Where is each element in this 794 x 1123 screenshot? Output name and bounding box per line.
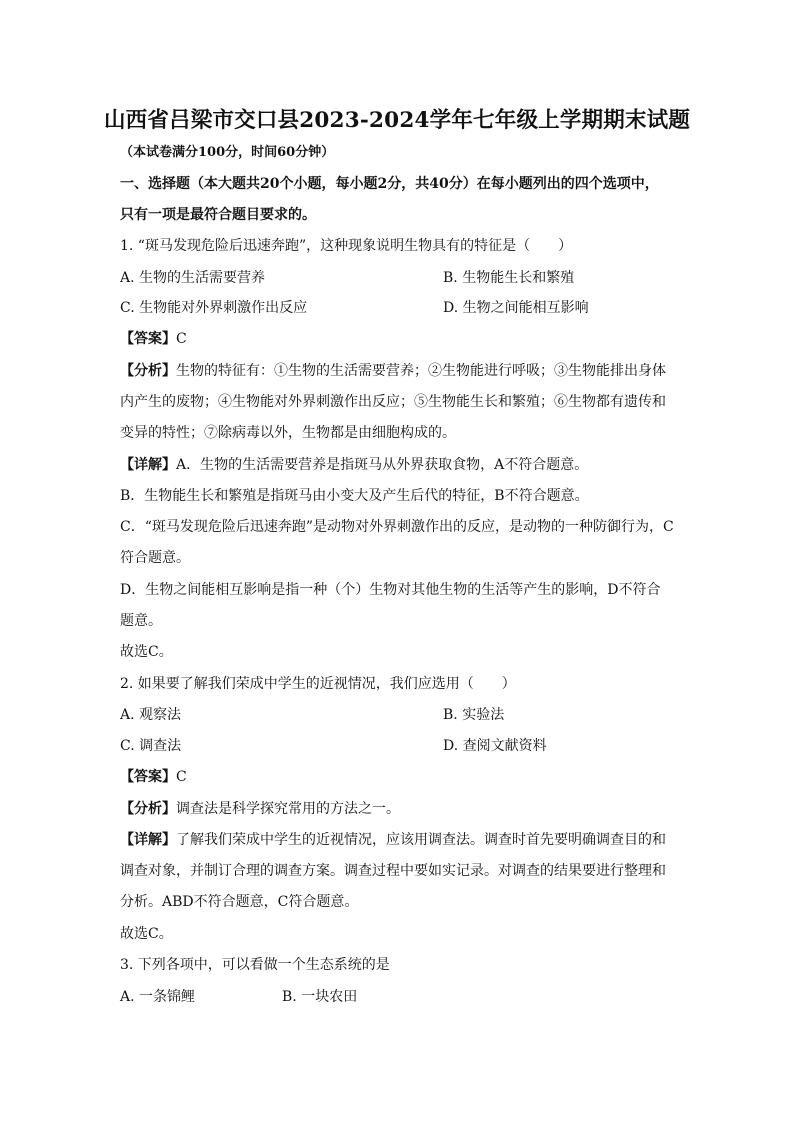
analysis-text: 调查法是科学探究常用的方法之一。 (176, 801, 400, 817)
question-1-detail-line5: D．生物之间能相互影响是指一种（个）生物对其他生物的生活等产生的影响，D不符合 (120, 582, 661, 598)
question-2-conclusion: 故选C。 (120, 926, 173, 942)
question-1-analysis-line2: 内产生的废物；④生物能对外界刺激作出反应；⑤生物能生长和繁殖；⑥生物都有遗传和 (120, 394, 666, 410)
question-1-detail-line1 (120, 455, 588, 475)
analysis-tag: 【分析】 (120, 363, 176, 379)
question-1-option-c: C. 生物能对外界刺激作出反应 (120, 300, 308, 316)
question-3-option-b: B. 一块农田 (282, 989, 358, 1005)
answer-tag: 【答案】 (120, 769, 176, 785)
answer-value: C (176, 331, 187, 347)
question-2-option-c: C. 调查法 (120, 738, 182, 754)
detail-text: A．生物的生活需要营养是指斑马从外界获取食物，A不符合题意。 (176, 457, 589, 473)
detail-tag: 【详解】 (120, 457, 176, 473)
section-heading-line2: 只有一项是最符合题目要求的。 (120, 207, 316, 223)
question-1-option-a: A. 生物的生活需要营养 (120, 270, 266, 286)
question-1-answer (120, 329, 187, 349)
question-3-option-a: A. 一条锦鲤 (120, 989, 196, 1005)
detail-tag: 【详解】 (120, 832, 176, 848)
question-1-analysis-line1 (120, 361, 666, 381)
question-1-detail-line6: 题意。 (120, 613, 162, 629)
question-1-detail-line2: B．生物能生长和繁殖是指斑马由小变大及产生后代的特征，B不符合题意。 (120, 488, 589, 504)
exam-info: （本试卷满分100分，时间60分钟） (120, 145, 335, 160)
question-2-option-b: B. 实验法 (443, 707, 505, 723)
question-2-detail-line3: 分析。ABD不符合题意，C符合题意。 (120, 894, 359, 910)
question-1-detail-line4: 符合题意。 (120, 550, 190, 566)
question-1-option-b: B. 生物能生长和繁殖 (443, 270, 575, 286)
question-2-detail-line2: 调查对象，并制订合理的调查方案。调查过程中要如实记录。对调查的结果要进行整理和 (120, 863, 666, 879)
question-2-detail-line1 (120, 830, 666, 850)
analysis-text: 生物的特征有：①生物的生活需要营养；②生物能进行呼吸；③生物能排出身体 (176, 363, 666, 379)
question-1-conclusion: 故选C。 (120, 644, 173, 660)
question-3-stem: 3. 下列各项中，可以看做一个生态系统的是 (120, 957, 390, 973)
analysis-tag: 【分析】 (120, 801, 176, 817)
question-2-option-d: D. 查阅文献资料 (443, 738, 547, 754)
page-title: 山西省吕梁市交口县2023-2024学年七年级上学期期末试题 (103, 108, 691, 133)
question-2-analysis (120, 799, 400, 819)
question-2-answer (120, 767, 187, 787)
question-1-option-d: D. 生物之间能相互影响 (443, 300, 589, 316)
question-1-stem: 1. “斑马发现危险后迅速奔跑”，这种现象说明生物具有的特征是（ ） (120, 238, 573, 254)
answer-tag: 【答案】 (120, 331, 176, 347)
answer-value: C (176, 769, 187, 785)
section-heading-line1: 一、选择题（本大题共20个小题，每小题2分，共40分）在每小题列出的四个选项中， (120, 176, 659, 192)
question-2-option-a: A. 观察法 (120, 707, 182, 723)
question-1-detail-line3: C．“斑马发现危险后迅速奔跑”是动物对外界刺激作出的反应，是动物的一种防御行为，C (120, 519, 674, 535)
detail-text: 了解我们荣成中学生的近视情况，应该用调查法。调查时首先要明确调查目的和 (176, 832, 666, 848)
question-1-analysis-line3: 变异的特性；⑦除病毒以外，生物都是由细胞构成的。 (120, 425, 456, 441)
question-2-stem: 2. 如果要了解我们荣成中学生的近视情况，我们应选用（ ） (120, 676, 516, 692)
